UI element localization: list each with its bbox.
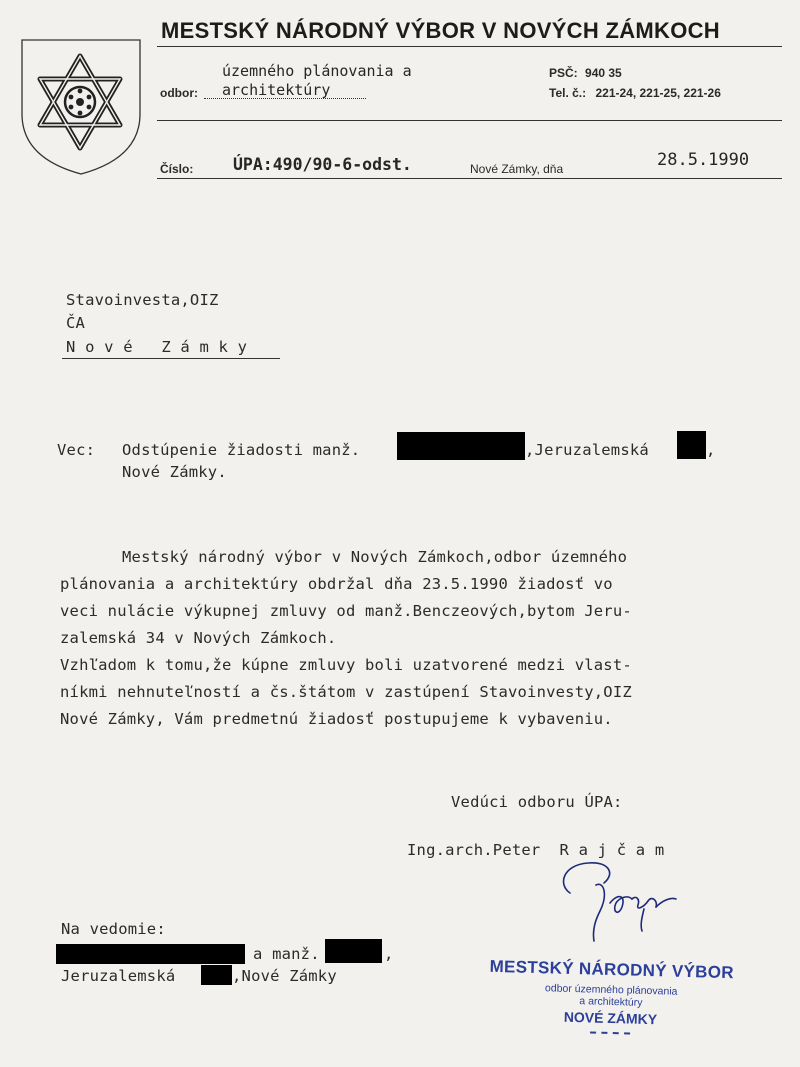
cc-line1-mid: a manž. bbox=[253, 945, 320, 963]
body-line: níkmi nehnuteľností a čs.štátom v zastúpení Stavoinvesty,OIZ bbox=[60, 683, 632, 701]
signatory-role: Vedúci odboru ÚPA: bbox=[451, 793, 623, 811]
header-rule-2 bbox=[157, 120, 782, 121]
recipient-underline bbox=[62, 358, 280, 359]
letter-date: 28.5.1990 bbox=[657, 150, 750, 170]
handwritten-signature bbox=[548, 855, 708, 955]
department-line1: územného plánovania a bbox=[222, 62, 412, 80]
recipient-line1: Stavoinvesta,OIZ bbox=[66, 291, 219, 309]
cc-line2-city: ,Nové Zámky bbox=[232, 967, 337, 985]
redaction-box bbox=[56, 944, 245, 964]
body-line: plánovania a architektúry obdržal dňa 23.5.1990 žiadosť vo bbox=[60, 575, 613, 593]
reference-rule bbox=[157, 178, 782, 179]
body-line: zalemská 34 v Nových Zámkoch. bbox=[60, 629, 337, 647]
redaction-box bbox=[397, 432, 525, 460]
cc-line2-street: Jeruzalemská bbox=[61, 967, 176, 985]
stamp-line4: NOVÉ ZÁMKY bbox=[563, 1008, 658, 1028]
psc-label: PSČ: bbox=[549, 66, 578, 80]
stamp-line1: MESTSKÝ NÁRODNÝ VÝBOR bbox=[489, 956, 735, 983]
recipient-line2: ČA bbox=[66, 314, 86, 332]
subject-text-a: Odstúpenie žiadosti manž. bbox=[122, 441, 361, 459]
redaction-box bbox=[677, 431, 706, 459]
official-stamp bbox=[479, 957, 743, 1040]
redaction-box bbox=[201, 965, 232, 985]
body-line: Mestský národný výbor v Nových Zámkoch,odbor územného bbox=[122, 548, 628, 566]
redaction-box bbox=[325, 939, 382, 963]
subject-text-b: ,Jeruzalemská bbox=[525, 441, 649, 459]
reference-number: ÚPA:490/90-6-odst. bbox=[233, 155, 412, 174]
coat-of-arms-emblem bbox=[18, 36, 144, 176]
stamp-line2: odbor územného plánovania bbox=[544, 982, 678, 998]
cc-label: Na vedomie: bbox=[61, 920, 166, 938]
header-rule bbox=[157, 46, 782, 47]
stamp-dash bbox=[590, 1031, 630, 1036]
psc-value: 940 35 bbox=[585, 66, 622, 80]
body-line: Vzhľadom k tomu,že kúpne zmluvy boli uzatvorené medzi vlast- bbox=[60, 656, 632, 674]
place-date-label: Nové Zámky, dňa bbox=[470, 162, 564, 176]
department-line2: architektúry bbox=[222, 81, 331, 99]
recipient-city: N o v é Z á m k y bbox=[66, 338, 248, 356]
tel-value: 221-24, 221-25, 221-26 bbox=[595, 86, 721, 100]
department-label: odbor: bbox=[160, 86, 198, 100]
cc-line1-end: , bbox=[384, 945, 394, 963]
reference-label: Číslo: bbox=[160, 162, 194, 176]
institution-title: MESTSKÝ NÁRODNÝ VÝBOR V NOVÝCH ZÁMKOCH bbox=[161, 18, 720, 43]
subject-label: Vec: bbox=[57, 441, 96, 459]
tel-label: Tel. č.: bbox=[549, 86, 587, 100]
subject-text-c: , bbox=[706, 441, 716, 459]
body-line: veci nulácie výkupnej zmluvy od manž.Benczeových,bytom Jeru- bbox=[60, 602, 632, 620]
subject-line2: Nové Zámky. bbox=[122, 463, 227, 481]
signatory-name: Ing.arch.Peter R a j č a m bbox=[407, 841, 665, 859]
stamp-line3: a architektúry bbox=[579, 995, 643, 1009]
body-line: Nové Zámky, Vám predmetnú žiadosť postupujeme k vybaveniu. bbox=[60, 710, 613, 728]
